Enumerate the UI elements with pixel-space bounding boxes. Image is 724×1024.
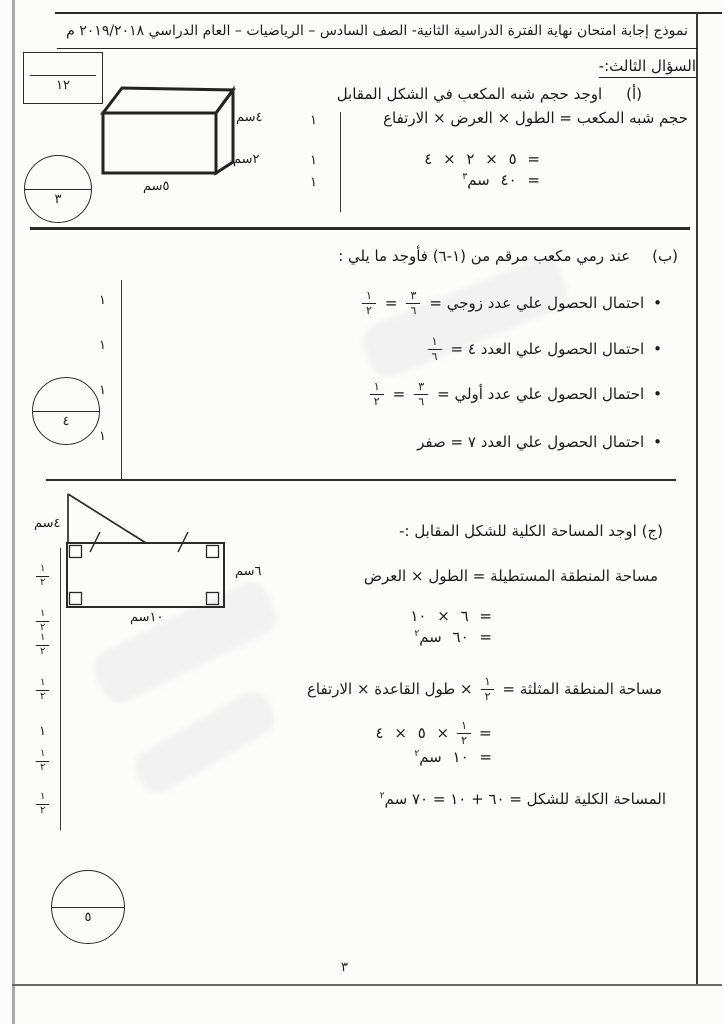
- top-border-line: [55, 12, 722, 14]
- cuboid-length-label: ٥سم: [143, 179, 170, 194]
- part-a-marks-line: [340, 112, 341, 212]
- part-b-mark-4: ١: [99, 429, 106, 444]
- rect-area-result-text: = ٦٠ سم: [419, 628, 492, 646]
- rect-area-result: [414, 628, 492, 646]
- triangle-area-result: [414, 748, 492, 766]
- bullet-1-text: احتمال الحصول علي عدد زوجي =: [429, 293, 645, 312]
- right-border-line: [696, 12, 698, 985]
- part-b-question-row: [338, 246, 678, 266]
- part-c-mark-3: ١ ٢: [36, 633, 49, 657]
- bullet-3-fraction-1: $\frac{٣}{٦}$: [414, 381, 428, 407]
- bullet-3-text: احتمال الحصول علي عدد أولي =: [437, 384, 645, 403]
- score-box-line: [30, 75, 96, 76]
- part-a-question: اوجد حجم شبه المكعب في الشكل المقابل: [336, 85, 603, 103]
- part-b-mark-2: ١: [99, 338, 106, 353]
- page-header: [57, 16, 697, 49]
- bullet-icon: •: [653, 432, 662, 451]
- watermark: [129, 686, 281, 800]
- bullet-icon: •: [653, 339, 662, 358]
- circle-divider: [52, 907, 124, 908]
- circle-divider: [25, 189, 91, 190]
- section-divider-1: [30, 227, 690, 230]
- part-b-mark-3: ١: [99, 383, 106, 398]
- triangle-result-text: = ١٠ سم: [419, 748, 492, 766]
- part-a-formula: حجم شبه المكعب = الطول × العرض × الارتفاع: [383, 109, 688, 127]
- bullet-1-fraction-2: $\frac{١}{٢}$: [362, 290, 376, 316]
- bullet-4-text: احتمال الحصول علي العدد ٧ = صفر: [417, 432, 645, 451]
- part-c-marks-line: [60, 548, 61, 830]
- total-area-text: المساحة الكلية للشكل = ٦٠ + ١٠ = ٧٠ سم: [384, 790, 666, 808]
- triangle-step-equals: =: [479, 724, 492, 742]
- part-a-label: (أ): [626, 85, 642, 103]
- bullet-icon: •: [653, 384, 662, 403]
- circle-divider: [33, 411, 99, 412]
- triangle-result-exponent: ٢: [414, 749, 420, 759]
- score-box-value: ١٢: [56, 78, 70, 93]
- bullet-icon: •: [653, 293, 662, 312]
- part-b-total-value: ٤: [62, 413, 70, 429]
- question-title: [599, 56, 696, 76]
- rect-area-formula: مساحة المنطقة المستطيلة = الطول × العرض: [363, 567, 658, 585]
- bullet-2-fraction: $\frac{١}{٦}$: [428, 336, 442, 362]
- triangle-area-formula: [307, 674, 662, 704]
- rect-area-result-exponent: ٢: [414, 629, 420, 639]
- part-a-result-exponent: ٣: [462, 172, 468, 182]
- part-b-marks-line: [121, 280, 122, 479]
- part-c-mark-4: ١ ٢: [36, 678, 49, 702]
- triangle-area-step: [376, 718, 492, 748]
- part-b-bullet-1: [362, 287, 662, 319]
- part-b-bullet-3: [370, 378, 662, 410]
- section-divider-2: [46, 479, 676, 481]
- part-a-mark-1: ١: [310, 113, 317, 128]
- shape-triangle-height-label: ٤سم: [34, 516, 61, 531]
- part-a-total-value: ٣: [54, 191, 62, 207]
- part-c-question: (ج) اوجد المساحة الكلية للشكل المقابل :-: [399, 522, 663, 540]
- triangle-step-fraction: $\frac{١}{٢}$: [457, 720, 471, 746]
- part-b-total-circle: [32, 377, 100, 445]
- bullet-3-equals: =: [392, 384, 406, 403]
- part-a-step: = ٥ × ٢ × ٤: [424, 150, 540, 168]
- part-a-total-circle: [24, 155, 92, 223]
- composite-shape-figure: [40, 486, 275, 621]
- triangle-formula-post: × طول القاعدة × الارتفاع: [306, 679, 473, 698]
- part-c-mark-2: ١ ٢: [36, 609, 49, 633]
- triangle-step-post: × ٥ × ٤: [375, 724, 450, 742]
- bullet-3-fraction-2: $\frac{١}{٢}$: [370, 381, 384, 407]
- question-title-text: السؤال الثالث:-: [599, 57, 696, 78]
- page-header-text: نموذج إجابة امتحان نهاية الفترة الدراسية الثانية- الصف السادس – الرياضيات – العام الدراسي ٢٠١٩/٢٠١٨ م: [66, 23, 688, 39]
- cuboid-height-label: ٤سم: [236, 110, 263, 125]
- cuboid-figure: [95, 80, 270, 195]
- bottom-border-line: [12, 984, 722, 986]
- rect-area-step: = ٦ × ١٠: [410, 607, 492, 625]
- part-c-mark-1: ١ ٢: [36, 564, 49, 588]
- shape-rect-length-label: ١٠سم: [130, 610, 164, 625]
- part-a-result-text: = ٤٠ سم: [467, 171, 540, 189]
- triangle-formula-fraction: $\frac{١}{٢}$: [481, 676, 495, 702]
- triangle-formula-pre: مساحة المنطقة المثلثة =: [502, 679, 662, 698]
- page-number: ٣: [341, 960, 348, 975]
- part-c-total-value: ٥: [84, 909, 92, 925]
- part-b-question: عند رمي مكعب مرقم من (١-٦) فأوجد ما يلي :: [338, 247, 631, 265]
- shape-rect-width-label: ٦سم: [235, 564, 262, 579]
- part-c-total-circle: [51, 870, 125, 944]
- part-b-bullet-2: [428, 333, 662, 365]
- part-a-question-row: [337, 84, 642, 104]
- total-area-exponent: ٢: [379, 791, 385, 801]
- part-b-mark-1: ١: [99, 293, 106, 308]
- cuboid-depth-label: ٢سم: [233, 152, 260, 167]
- part-c-mark-6: ١ ٢: [36, 749, 49, 773]
- part-a-result: [462, 171, 540, 189]
- part-a-mark-2: ١: [310, 153, 317, 168]
- part-c-mark-5: ١: [39, 724, 46, 739]
- total-area-line: [380, 789, 666, 809]
- part-c-mark-7: ١ ٢: [36, 792, 49, 816]
- bullet-1-equals: =: [384, 293, 398, 312]
- left-scan-edge: [12, 0, 15, 1024]
- part-b-label: (ب): [652, 247, 678, 265]
- total-score-box: [23, 52, 103, 104]
- part-a-mark-3: ١: [310, 175, 317, 190]
- part-b-bullet-4: [417, 426, 662, 458]
- bullet-1-fraction-1: $\frac{٣}{٦}$: [406, 290, 420, 316]
- bullet-2-text: احتمال الحصول علي العدد ٤ =: [450, 339, 645, 358]
